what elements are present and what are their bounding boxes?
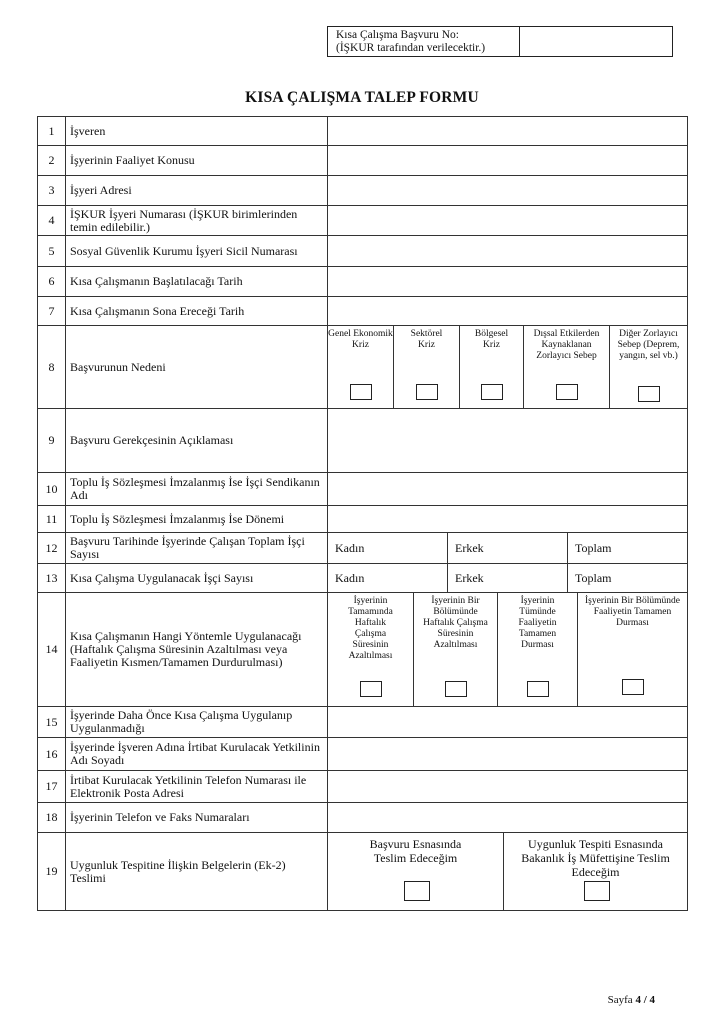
row-label: Kısa Çalışma Uygulanacak İşçi Sayısı [66, 564, 328, 593]
reason-checkbox[interactable] [416, 384, 438, 400]
reason-option [610, 326, 687, 408]
form-table [37, 116, 688, 911]
row-number: 18 [38, 803, 66, 833]
form-row [38, 146, 688, 176]
documents-option-label: Başvuru Esnasında Teslim Edeceğim [369, 837, 462, 865]
method-checkbox[interactable] [445, 681, 467, 697]
documents-options [328, 833, 688, 911]
agreement-period-field[interactable] [328, 506, 688, 533]
form-row [38, 473, 688, 506]
reason-option-label: Bölgesel Kriz [474, 329, 509, 350]
application-number-label-line2: (İŞKUR tarafından verilecektir.) [336, 42, 486, 54]
form-row [38, 117, 688, 146]
row-label: Kısa Çalışmanın Hangi Yöntemle Uygulanacağı (Haftalık Çalışma Süresinin Azaltılması veya Faaliyetin Kısmen/Tamamen Durdurulması) [66, 593, 328, 707]
employer-field[interactable] [328, 117, 688, 146]
row-label: İşyerinde Daha Önce Kısa Çalışma Uygulanıp Uygulanmadığı [66, 707, 328, 738]
reason-checkbox[interactable] [481, 384, 503, 400]
applied-total-field[interactable]: Toplam [568, 564, 688, 593]
row-label: Kısa Çalışmanın Başlatılacağı Tarih [66, 267, 328, 297]
method-option [328, 593, 414, 706]
form-row [38, 771, 688, 803]
row-label: Toplu İş Sözleşmesi İmzalanmış İse İşçi Sendikanın Adı [66, 473, 328, 506]
applied-women-field[interactable]: Kadın [328, 564, 448, 593]
row-number: 15 [38, 707, 66, 738]
justification-field[interactable] [328, 409, 688, 473]
form-row [38, 267, 688, 297]
row-label: İŞKUR İşyeri Numarası (İŞKUR birimlerinden temin edilebilir.) [66, 206, 328, 236]
total-workers-field[interactable]: Toplam [568, 533, 688, 564]
form-row [38, 236, 688, 267]
application-number-label-line1: Kısa Çalışma Başvuru No: [336, 29, 459, 41]
reason-option-label: Genel Ekonomik Kriz [328, 329, 393, 350]
method-option [578, 593, 687, 706]
previous-application-field[interactable] [328, 707, 688, 738]
form-title: KISA ÇALIŞMA TALEP FORMU [245, 89, 479, 106]
row-number: 6 [38, 267, 66, 297]
row-label: Toplu İş Sözleşmesi İmzalanmış İse Dönemi [66, 506, 328, 533]
documents-option [504, 833, 687, 910]
application-number-field[interactable] [520, 27, 672, 56]
reason-option [524, 326, 610, 408]
form-row [38, 506, 688, 533]
method-checkbox[interactable] [622, 679, 644, 695]
reason-option [460, 326, 524, 408]
documents-checkbox[interactable] [404, 881, 430, 901]
form-row [38, 326, 688, 409]
row-number: 16 [38, 738, 66, 771]
row-label: İşyerinde İşveren Adına İrtibat Kurulacak Yetkilinin Adı Soyadı [66, 738, 328, 771]
page-label: Sayfa [607, 994, 633, 1006]
contact-phone-email-field[interactable] [328, 771, 688, 803]
method-options [328, 593, 688, 707]
reason-option [328, 326, 394, 408]
reason-checkbox[interactable] [638, 386, 660, 402]
reason-checkbox[interactable] [556, 384, 578, 400]
reason-option-label: Sektörel Kriz [410, 329, 443, 350]
method-option-label: İşyerinin Bir Bölümünde Faaliyetin Tamamen Durması [585, 596, 680, 628]
row-label: İrtibat Kurulacak Yetkilinin Telefon Numarası ile Elektronik Posta Adresi [66, 771, 328, 803]
documents-option-label: Uygunluk Tespiti Esnasında Bakanlık İş Müfettişine Teslim Edeceğim [521, 837, 670, 879]
form-row [38, 533, 688, 564]
contact-name-field[interactable] [328, 738, 688, 771]
row-number: 5 [38, 236, 66, 267]
form-row [38, 206, 688, 236]
form-row [38, 297, 688, 326]
row-number: 19 [38, 833, 66, 911]
row-number: 10 [38, 473, 66, 506]
row-number: 13 [38, 564, 66, 593]
reason-checkbox[interactable] [350, 384, 372, 400]
row-label: Başvurunun Nedeni [66, 326, 328, 409]
form-row [38, 409, 688, 473]
form-row [38, 593, 688, 707]
row-label: Başvuru Tarihinde İşyerinde Çalışan Toplam İşçi Sayısı [66, 533, 328, 564]
union-name-field[interactable] [328, 473, 688, 506]
form-row [38, 833, 688, 911]
row-label: İşyerinin Faaliyet Konusu [66, 146, 328, 176]
row-number: 7 [38, 297, 66, 326]
row-number: 12 [38, 533, 66, 564]
iskur-number-field[interactable] [328, 206, 688, 236]
phone-fax-field[interactable] [328, 803, 688, 833]
end-date-field[interactable] [328, 297, 688, 326]
row-label: İşveren [66, 117, 328, 146]
total-women-field[interactable]: Kadın [328, 533, 448, 564]
documents-checkbox[interactable] [584, 881, 610, 901]
row-number: 9 [38, 409, 66, 473]
row-label: Sosyal Güvenlik Kurumu İşyeri Sicil Numarası [66, 236, 328, 267]
method-option-label: İşyerinin Tamamında Haftalık Çalışma Süresinin Azaltılması [348, 596, 393, 661]
method-option-label: İşyerinin Tümünde Faaliyetin Tamamen Durması [518, 596, 557, 650]
method-option [498, 593, 578, 706]
applied-men-field[interactable]: Erkek [448, 564, 568, 593]
activity-field[interactable] [328, 146, 688, 176]
page-footer [608, 994, 655, 1006]
row-number: 1 [38, 117, 66, 146]
form-row [38, 707, 688, 738]
page-number: 4 / 4 [635, 994, 655, 1006]
reason-option-label: Diğer Zorlayıcı Sebep (Deprem, yangın, sel vb.) [617, 329, 680, 361]
row-number: 11 [38, 506, 66, 533]
address-field[interactable] [328, 176, 688, 206]
row-label: İşyerinin Telefon ve Faks Numaraları [66, 803, 328, 833]
sgk-number-field[interactable] [328, 236, 688, 267]
row-number: 14 [38, 593, 66, 707]
row-label: Başvuru Gerekçesinin Açıklaması [66, 409, 328, 473]
form-row [38, 803, 688, 833]
row-number: 2 [38, 146, 66, 176]
row-label: Kısa Çalışmanın Sona Ereceği Tarih [66, 297, 328, 326]
reason-option [394, 326, 460, 408]
reason-options [328, 326, 688, 409]
method-option-label: İşyerinin Bir Bölümünde Haftalık Çalışma Süresinin Azaltılması [423, 596, 488, 650]
form-row [38, 176, 688, 206]
row-label: İşyeri Adresi [66, 176, 328, 206]
row-number: 8 [38, 326, 66, 409]
documents-option [328, 833, 504, 910]
row-number: 4 [38, 206, 66, 236]
method-checkbox[interactable] [360, 681, 382, 697]
reason-option-label: Dışsal Etkilerden Kaynaklanan Zorlayıcı Sebep [533, 329, 600, 361]
application-number-label [328, 27, 520, 56]
form-row [38, 738, 688, 771]
form-row [38, 564, 688, 593]
method-checkbox[interactable] [527, 681, 549, 697]
row-number: 3 [38, 176, 66, 206]
start-date-field[interactable] [328, 267, 688, 297]
row-number: 17 [38, 771, 66, 803]
application-number-box [327, 26, 673, 57]
row-label: Uygunluk Tespitine İlişkin Belgelerin (Ek-2) Teslimi [66, 833, 328, 911]
total-men-field[interactable]: Erkek [448, 533, 568, 564]
method-option [414, 593, 498, 706]
